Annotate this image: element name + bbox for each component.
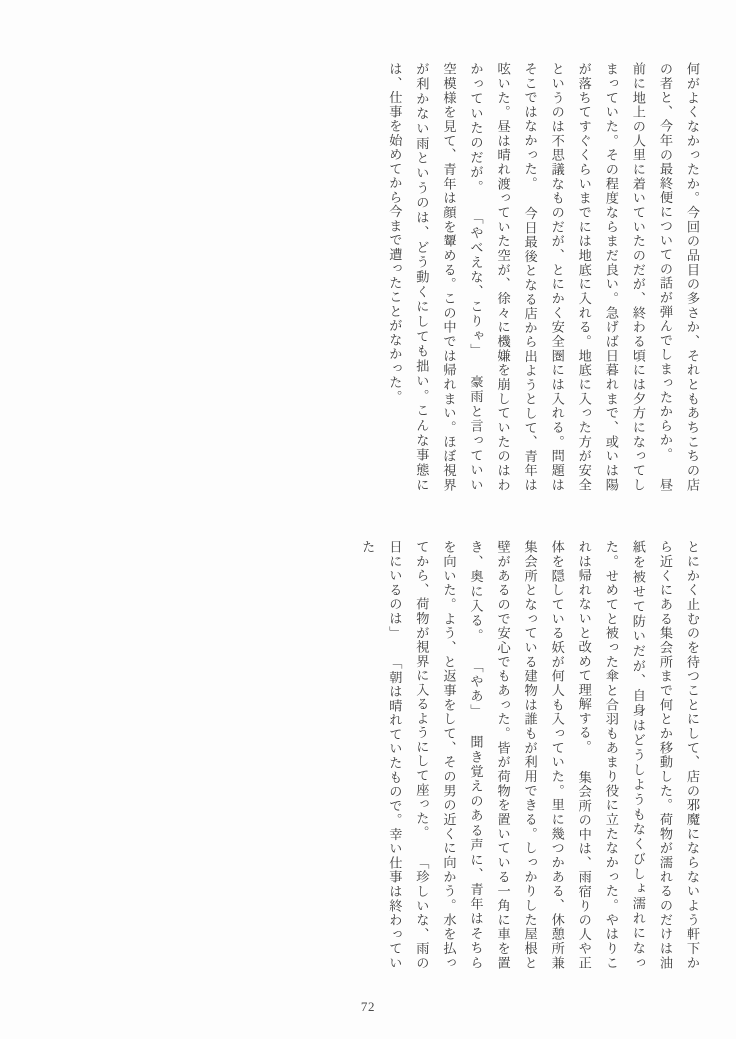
page-number: 72	[360, 999, 376, 1014]
body-text-block-upper: 何がよくなかったか。今回の品目の多さか、それともあちこちの店の者と、今年の最終便についての話が弾んでしまったからか。 昼前に地上の人里に着いていたのだが、終わる頃には夕方になってしまっていた。その程度ならまだ良い。急げば日暮れまで、或いは陽が落ちてすぐくらいまでには地底に入れる。地底に入った方が安全というのは不思議なものだが、とにかく安全圏には入れる。問題はそこではなかった。 今日最後となる店から出ようとして、青年は呟いた。昼は晴れ渡っていた空が、徐々に機嫌を崩していたのはわかっていたのだが。 「やべえな、こりゃ」 豪雨と言っていい空模様を見て、青年は顔を顰める。この中では帰れまい。ほぼ視界が利かない雨というのは、どう動くにしても拙い。こんな事態には、仕事を始めてから今まで遭ったことがなかった。	[387, 62, 700, 492]
body-text-block-lower: とにかく止むのを待つことにして、店の邪魔にならないよう軒下から近くにある集会所まで何とか移動した。荷物が濡れるのだけは油紙を被せて防いだが、自身はどうしようもなくびしょ濡れになった。せめてと被った傘と合羽もあまり役に立たなかった。やはりこれは帰れないと改めて理解する。 集会所の中は、雨宿りの人や正体を隠している妖が何人も入っていた。里に幾つかある、休憩所兼集会所となっている建物は誰もが利用できる。しっかりした屋根と壁があるので安心でもあった。皆が荷物を置いている一角に車を置き、奥に入る。 「やあ」 聞き覚えのある声に、青年はそちらを向いた。よう、と返事をして、その男の近くに向かう。水を払ってから、荷物が視界に入るようにして座った。 「珍しいな、雨の日にいるのは」 「朝は晴れていたもので。幸い仕事は終わっていた	[360, 540, 700, 970]
